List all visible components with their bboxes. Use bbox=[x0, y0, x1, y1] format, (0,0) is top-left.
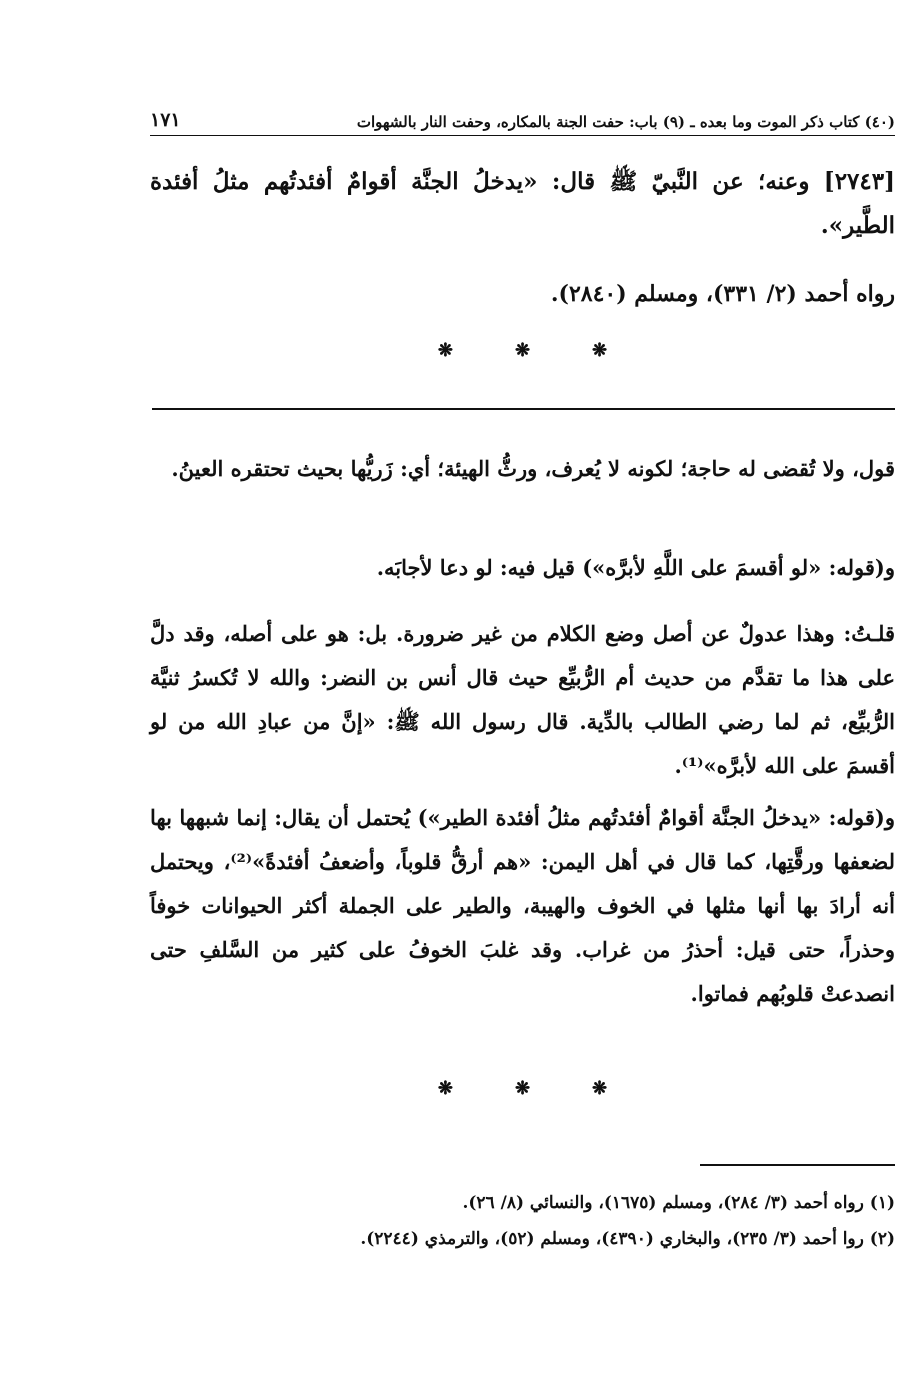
star-icon: ❋ bbox=[592, 340, 608, 361]
star-icon: ❋ bbox=[437, 1078, 453, 1099]
footnote-divider bbox=[700, 1164, 895, 1166]
footnote-1: (١) رواه أحمد (٣/ ٢٨٤)، ومسلم (١٦٧٥)، والنسائي (٨/ ٢٦). bbox=[462, 1193, 895, 1213]
commentary-paragraph-4: و(قوله: «يدخلُ الجنَّة أقوامٌ أفئدتُهم مثلُ أفئدة الطير») يُحتمل أن يقال: إنما شبهها بها لضعفها ورقَّتِها، كما قال في أهل اليمن: «هم أرقُّ قلوباً، وأضعفُ أفئدةً»⁽²⁾، ويحتمل أنه أرادَ بها أنها مثلها في الخوف والهيبة، والطير على الجملة أكثر الحيوانات خوفاً وحذراً، حتى قيل: أحذرُ من غراب. وقد غلبَ الخوفُ على كثير من السَّلفِ حتى انصدعتْ قلوبُهم فماتوا. bbox=[150, 805, 895, 1006]
hadith-text: [٢٧٤٣] وعنه؛ عن النَّبيّ ﷺ قال: «يدخلُ الجنَّة أقوامٌ أفئدتُهم مثلُ أفئدة الطَّير». bbox=[150, 168, 895, 239]
star-icon: ❋ bbox=[592, 1078, 608, 1099]
star-separator-bottom bbox=[150, 1078, 895, 1099]
section-divider bbox=[152, 408, 895, 410]
footnote-2: (٢) روا أحمد (٣/ ٢٣٥)، والبخاري (٤٣٩٠)، ومسلم (٥٢)، والترمذي (٢٢٤٤). bbox=[360, 1229, 895, 1249]
running-title: (٤٠) كتاب ذكر الموت وما بعده ـ (٩) باب: حفت الجنة بالمكاره، وحفت النار بالشهوات bbox=[356, 113, 895, 131]
page-header bbox=[150, 102, 895, 136]
star-icon: ❋ bbox=[514, 1078, 531, 1099]
hadith-reference: رواه أحمد (٢/ ٣٣١)، ومسلم (٢٨٤٠). bbox=[550, 281, 895, 307]
star-separator-top bbox=[150, 340, 895, 361]
star-icon: ❋ bbox=[437, 340, 453, 361]
commentary-paragraph-2: و(قوله: «لو أقسمَ على اللَّهِ لأبرَّه») قيل فيه: لو دعا لأجابَه. bbox=[376, 555, 895, 580]
star-icon: ❋ bbox=[514, 340, 531, 361]
page-number: ١٧١ bbox=[150, 109, 181, 131]
commentary-paragraph-1: قول، ولا تُقضى له حاجة؛ لكونه لا يُعرف، ورثُّ الهيئة؛ أي: زَريُّها بحيث تحتقره العينُ. bbox=[171, 456, 895, 481]
commentary-paragraph-3: قلـتُ: وهذا عدولٌ عن أصل وضع الكلام من غير ضرورة. بل: هو على أصله، وقد دلَّ على هذا ما تقدَّم من حديث أم الرُّبيِّع حيث قال أنس بن النضر: والله لا تُكسرُ ثنيَّة الرُّبيِّع، ثم لما رضي الطالب بالدِّية. قال رسول الله ﷺ: «إنَّ من عبادِ الله من لو أقسمَ على الله لأبرَّه»⁽¹⁾. bbox=[150, 621, 895, 778]
